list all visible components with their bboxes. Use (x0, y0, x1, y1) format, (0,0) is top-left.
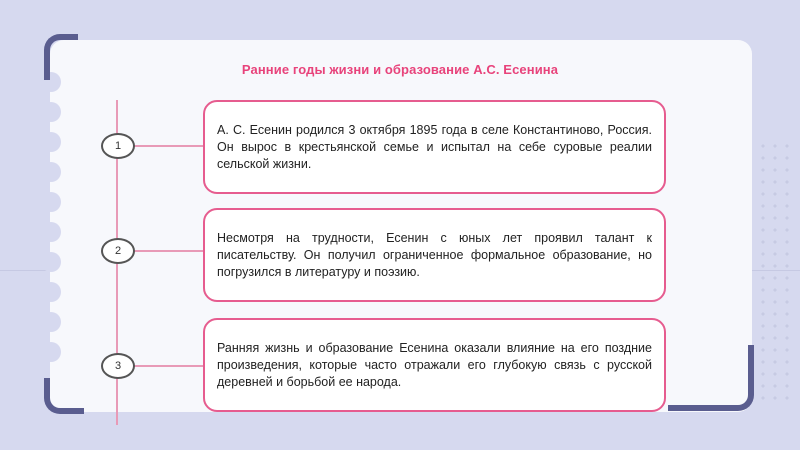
step-box-1 (203, 100, 666, 194)
binder-hole (41, 312, 61, 332)
step-number-1: 1 (101, 133, 135, 159)
binder-hole (41, 282, 61, 302)
binder-hole (41, 132, 61, 152)
frame-corner-top-left (44, 34, 78, 80)
slide-title: Ранние годы жизни и образование А.С. Есенина (241, 62, 559, 77)
binder-hole (41, 162, 61, 182)
step-box-2 (203, 208, 666, 302)
binder-hole (41, 342, 61, 362)
step-text-2: Несмотря на трудности, Есенин с юных лет проявил талант к писательству. Он получил ограниченное формальное образование, но погрузился в литературу и поэзию. (217, 230, 652, 279)
step-text-1: А. С. Есенин родился 3 октября 1895 года в селе Константиново, Россия. Он вырос в крестьянской семье и испытал на себе суровые реалии сельской жизни. (217, 122, 652, 171)
timeline-connector (133, 365, 203, 367)
background-dots (757, 140, 797, 400)
binder-hole (41, 102, 61, 122)
frame-corner-bottom-left (44, 378, 84, 414)
timeline-connector (133, 250, 203, 252)
step-text-3: Ранняя жизнь и образование Есенина оказали влияние на его поздние произведения, которые часто отражали его глубокую связь с русской деревней и борьбой ее народа. (217, 340, 652, 389)
step-box-3 (203, 318, 666, 412)
binder-hole (41, 252, 61, 272)
step-number-2: 2 (101, 238, 135, 264)
frame-corner-bottom-right (668, 345, 754, 411)
step-number-3: 3 (101, 353, 135, 379)
binder-hole (41, 222, 61, 242)
timeline-connector (133, 145, 203, 147)
binder-hole (41, 192, 61, 212)
